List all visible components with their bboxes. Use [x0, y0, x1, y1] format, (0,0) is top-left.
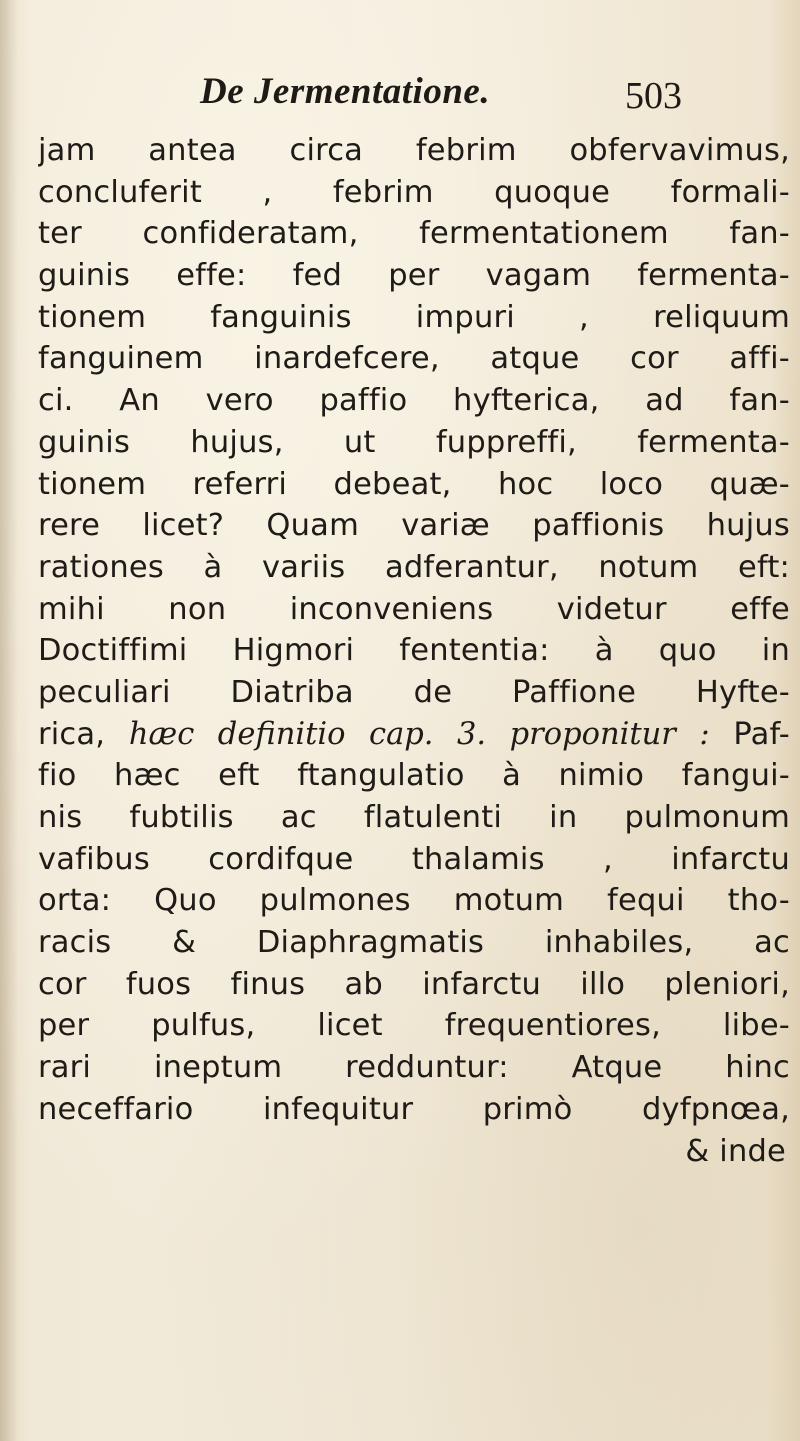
text-segment: peculiari Diatriba de Paffione Hyfte-	[38, 674, 790, 710]
text-line	[38, 839, 790, 881]
text-segment: Paf-	[709, 716, 790, 752]
text-line	[38, 338, 790, 380]
text-segment: concluferit , febrim quoque formali-	[38, 174, 790, 210]
text-line	[38, 922, 790, 964]
text-line	[38, 422, 790, 464]
text-segment: per pulfus, licet frequentiores, libe-	[38, 1008, 790, 1044]
text-segment: neceffario infequitur primò dyfpnœa,	[38, 1091, 790, 1127]
text-line	[38, 672, 790, 714]
text-segment: vafibus cordifque thalamis , infarctu	[38, 841, 790, 877]
text-line	[38, 755, 790, 797]
text-line	[38, 505, 790, 547]
text-segment: cor fuos finus ab infarctu illo pleniori,	[38, 966, 790, 1002]
running-title: De Jermentatione.	[200, 71, 491, 112]
text-segment: ci. An vero paffio hyfterica, ad fan-	[38, 383, 790, 419]
text-segment: Doctiffimi Higmori fententia: à quo in	[38, 633, 790, 669]
text-line	[38, 714, 790, 756]
text-segment: guinis hujus, ut fuppreffi, fermenta-	[38, 424, 790, 460]
text-segment: fio hæc eft ftangulatio à nimio fangui-	[38, 758, 790, 794]
text-segment: fanguinem inardefcere, atque cor affi-	[38, 341, 790, 377]
text-line	[38, 630, 790, 672]
page-header	[0, 70, 800, 130]
text-line	[38, 1131, 790, 1173]
text-segment: rari ineptum redduntur: Atque hinc	[38, 1050, 790, 1086]
text-segment: tionem fanguinis impuri , reliquum	[38, 299, 790, 335]
italic-segment: hæc definitio cap. 3. proponitur :	[128, 716, 710, 752]
text-line	[38, 1089, 790, 1131]
spine-shadow	[0, 0, 18, 1441]
text-segment: nis fubtilis ac flatulenti in pulmonum	[38, 800, 790, 835]
text-segment: orta: Quo pulmones motum fequi tho-	[38, 883, 790, 919]
text-line	[38, 255, 790, 297]
text-line	[38, 1047, 790, 1089]
body-text	[38, 130, 790, 1172]
text-segment: racis & Diaphragmatis inhabiles, ac	[38, 925, 790, 961]
page-number: 503	[625, 75, 682, 117]
text-line	[38, 464, 790, 506]
text-segment: rationes à variis adferantur, notum eft:	[38, 549, 790, 585]
text-segment: jam antea circa febrim obfervavimus,	[38, 133, 790, 168]
text-line	[38, 547, 790, 589]
text-line	[38, 172, 790, 214]
text-line	[38, 797, 790, 839]
text-line	[38, 880, 790, 922]
text-line	[38, 213, 790, 255]
text-segment: & inde	[685, 1133, 786, 1169]
text-line	[38, 589, 790, 631]
text-segment: guinis effe: fed per vagam fermenta-	[38, 258, 790, 294]
text-segment: rica,	[38, 716, 129, 752]
text-line	[38, 964, 790, 1006]
text-line	[38, 1005, 790, 1047]
text-line	[38, 380, 790, 422]
text-segment: tionem referri debeat, hoc loco quæ-	[38, 466, 790, 502]
text-line	[38, 130, 790, 172]
text-segment: ter confideratam, fermentationem fan-	[38, 216, 790, 252]
text-segment: mihi non inconveniens videtur effe	[38, 591, 790, 627]
text-segment: rere licet? Quam variæ paffionis hujus	[38, 508, 790, 544]
text-line	[38, 297, 790, 339]
